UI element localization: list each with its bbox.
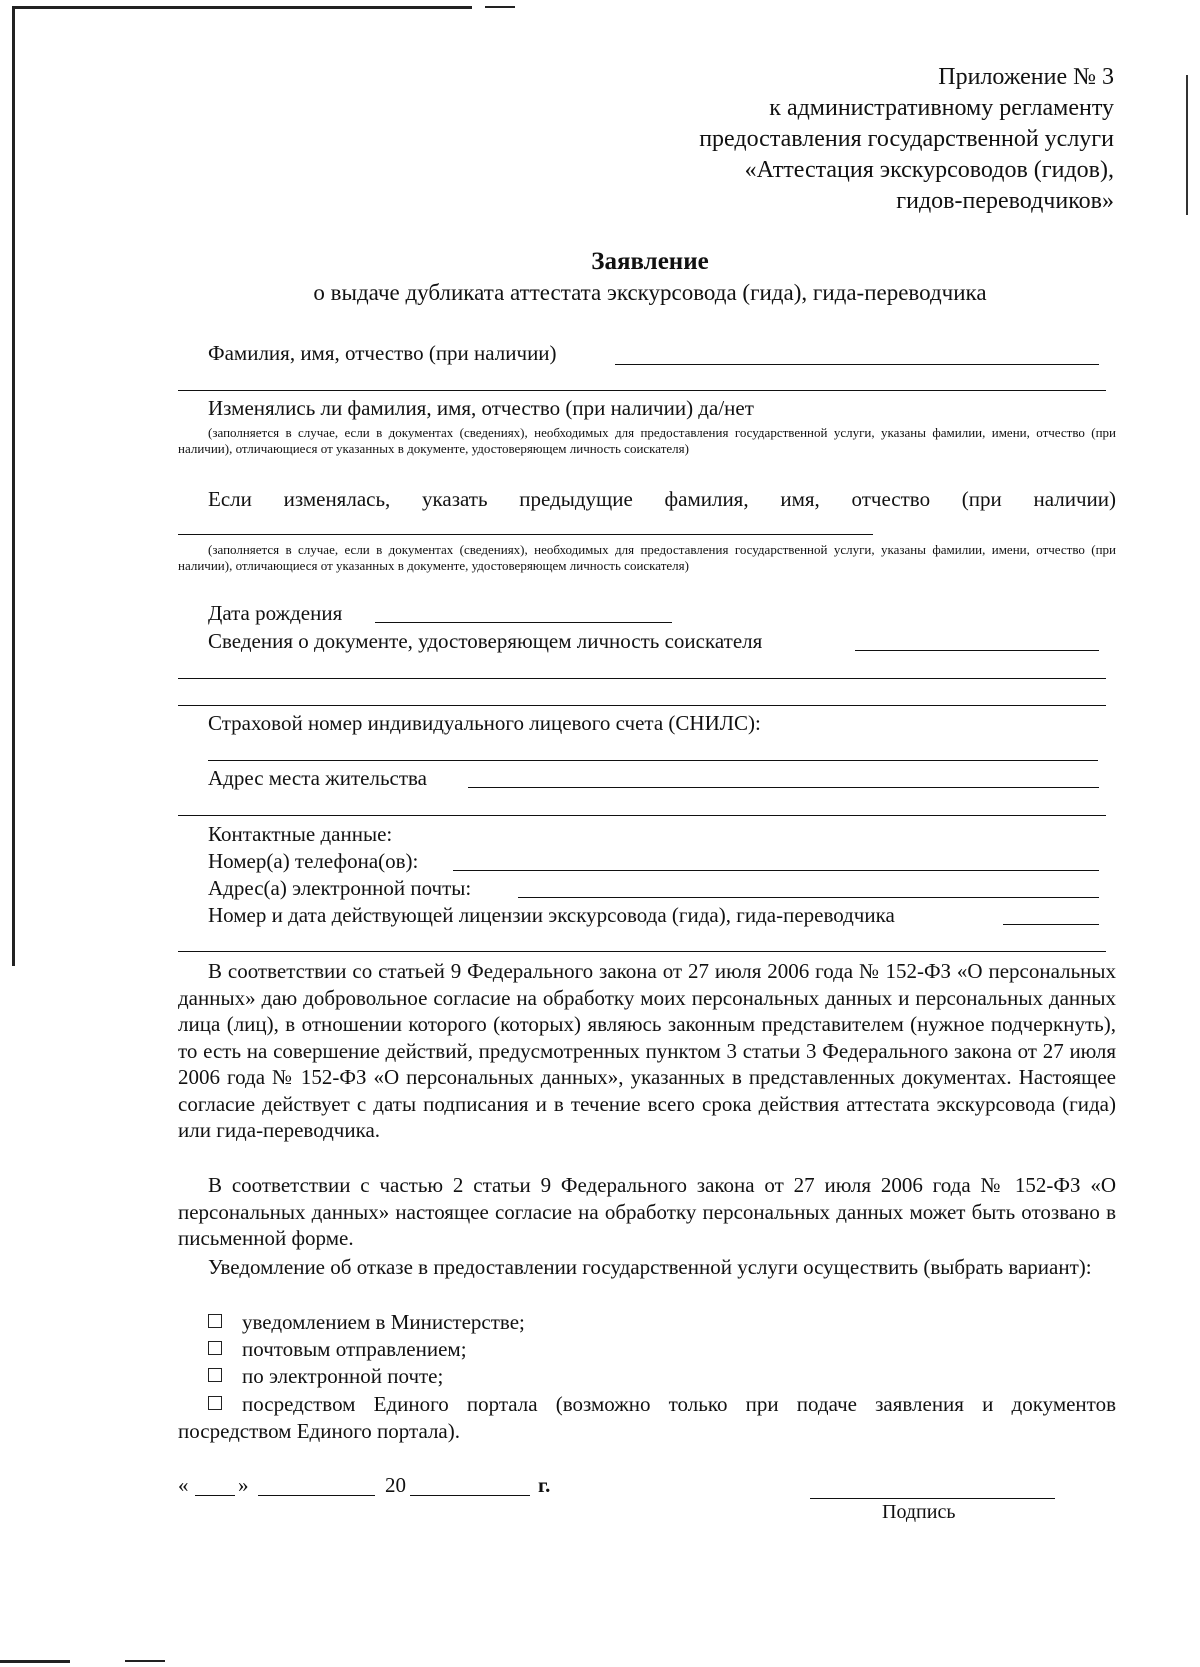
birth-date-input-line[interactable]: [375, 622, 672, 623]
consent-paragraph-2: В соответствии с частью 2 статьи 9 Федерального закона от 27 июля 2006 года № 152-ФЗ «О персональных данных» настоящее согласие на обработку персональных данных может быть отозвано в письменной форме.: [178, 1173, 1116, 1250]
birth-date-label: Дата рождения: [208, 601, 343, 625]
scan-border-bottom: [0, 1660, 70, 1663]
option-label: почтовым отправлением;: [242, 1337, 467, 1361]
license-input-line[interactable]: [1003, 924, 1099, 925]
date-day-input-line[interactable]: [195, 1495, 235, 1496]
fio-input-line-2[interactable]: [178, 390, 1106, 391]
previous-name-label: Если изменялась, указать предыдущие фамилия, имя, отчество (при наличии): [208, 487, 1116, 511]
phone-input-line[interactable]: [453, 870, 1099, 871]
appendix-line: Приложение № 3: [938, 64, 1114, 90]
option-email[interactable]: [208, 1364, 443, 1389]
option-portal[interactable]: [178, 1391, 1116, 1444]
signature-input-line[interactable]: [810, 1498, 1055, 1499]
email-input-line[interactable]: [518, 897, 1099, 898]
date-close-quote: »: [238, 1473, 249, 1497]
checkbox-icon[interactable]: [208, 1368, 222, 1382]
name-changed-label: Изменялись ли фамилия, имя, отчество (при наличии) да/нет: [208, 396, 754, 420]
scan-border-left: [12, 6, 15, 966]
date-year-prefix: 20: [385, 1473, 406, 1497]
identity-doc-input-line[interactable]: [855, 650, 1099, 651]
snils-label: Страховой номер индивидуального лицевого счета (СНИЛС):: [208, 711, 761, 735]
contacts-label: Контактные данные:: [208, 822, 393, 846]
appendix-line: предоставления государственной услуги: [699, 126, 1114, 152]
refusal-notice-paragraph: Уведомление об отказе в предоставлении государственной услуги осуществить (выбрать вариант):: [208, 1255, 1092, 1279]
previous-name-note: (заполняется в случае, если в документах (сведениях), необходимых для предоставления государственной услуги, указаны фамилии, имени, отчество (при наличии), отличающиеся от указанных в документе, удостоверяющем личность соискателя): [178, 542, 1116, 573]
consent-paragraph-1: В соответствии со статьей 9 Федерального закона от 27 июля 2006 года № 152-ФЗ «О персональных данных» даю добровольное согласие на обработку моих персональных данных и персональных данных лица (лиц), в отношении которого (которых) являюсь законным представителем (нужное подчеркнуть), то есть на совершение действий, предусмотренных пунктом 3 статьи 3 Федерального закона от 27 июля 2006 года № 152-ФЗ «О персональных данных», указанных в представленных документах. Настоящее согласие действует с даты подписания и в течение всего срока действия аттестата экскурсовода (гида) или гида-переводчика.: [178, 959, 1116, 1142]
checkbox-icon[interactable]: [208, 1341, 222, 1355]
option-label: по электронной почте;: [242, 1364, 444, 1388]
phone-label: Номер(а) телефона(ов):: [208, 849, 419, 873]
address-input-line[interactable]: [468, 787, 1099, 788]
fio-label: Фамилия, имя, отчество (при наличии): [208, 341, 557, 365]
appendix-line: гидов-переводчиков»: [896, 188, 1114, 214]
checkbox-icon[interactable]: [208, 1396, 222, 1410]
appendix-line: к административному регламенту: [769, 95, 1114, 121]
date-year-input-line[interactable]: [410, 1495, 530, 1496]
document-subtitle: о выдаче дубликата аттестата экскурсовода (гида), гида-переводчика: [313, 280, 987, 305]
address-label: Адрес места жительства: [208, 766, 427, 790]
scan-border-top-fragment: [485, 6, 515, 8]
identity-doc-label: Сведения о документе, удостоверяющем личность соискателя: [208, 629, 763, 653]
name-changed-note: (заполняется в случае, если в документах (сведениях), необходимых для предоставления государственной услуги, указаны фамилии, имени, отчество (при наличии), отличающиеся от указанных в документе, удостоверяющем личность соискателя): [178, 425, 1116, 456]
scan-border-top: [12, 6, 472, 9]
option-ministry[interactable]: [208, 1310, 525, 1335]
license-label: Номер и дата действующей лицензии экскурсовода (гида), гида-переводчика: [208, 903, 895, 927]
date-open-quote: «: [178, 1473, 189, 1497]
fio-input-line[interactable]: [615, 364, 1099, 365]
signature-label: Подпись: [882, 1501, 956, 1523]
previous-name-input-line[interactable]: [178, 534, 873, 535]
date-year-suffix: г.: [538, 1473, 551, 1497]
license-input-line-2[interactable]: [178, 951, 1106, 952]
date-month-input-line[interactable]: [258, 1495, 375, 1496]
snils-input-line[interactable]: [208, 760, 1098, 761]
address-input-line-2[interactable]: [178, 815, 1106, 816]
identity-doc-input-line-2[interactable]: [178, 678, 1106, 679]
checkbox-icon[interactable]: [208, 1314, 222, 1328]
scan-border-bottom-fragment: [125, 1660, 165, 1662]
appendix-header: [699, 62, 1114, 217]
option-label: посредством Единого портала (возможно только при подаче заявления и документов посредством Единого портала).: [178, 1392, 1116, 1443]
document-title: Заявление: [591, 248, 709, 275]
identity-doc-input-line-3[interactable]: [178, 705, 1106, 706]
email-label: Адрес(а) электронной почты:: [208, 876, 472, 900]
option-label: уведомлением в Министерстве;: [242, 1310, 525, 1334]
scan-border-right: [1186, 75, 1188, 215]
option-post[interactable]: [208, 1337, 467, 1362]
appendix-line: «Аттестация экскурсоводов (гидов),: [744, 157, 1114, 183]
